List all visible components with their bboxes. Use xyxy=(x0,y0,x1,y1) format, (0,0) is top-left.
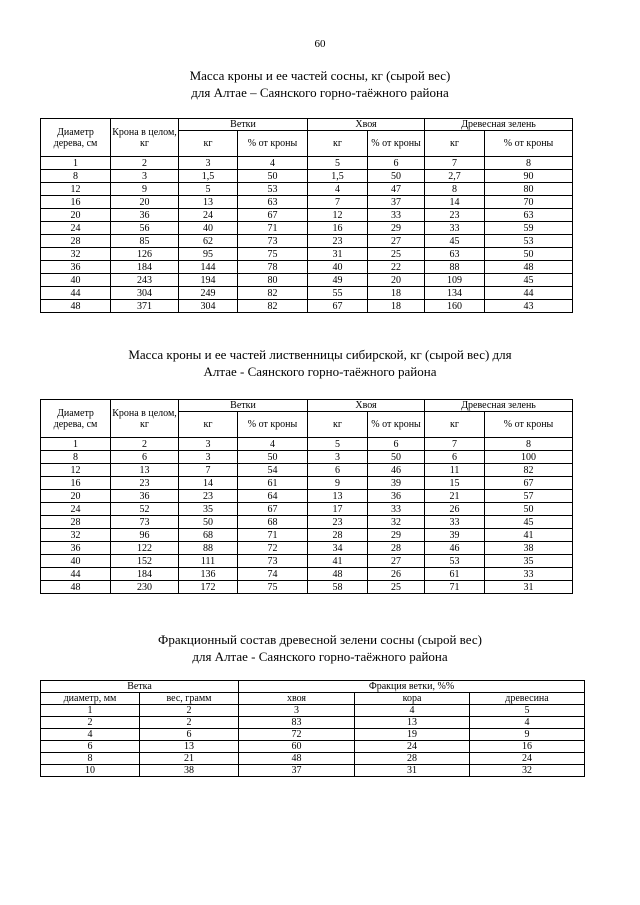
table-cell: 55 xyxy=(308,287,368,300)
header-needles: Хвоя xyxy=(308,400,425,412)
table-cell: 8 xyxy=(425,183,485,196)
table-cell: 48 xyxy=(239,753,355,765)
table-cell: 6 xyxy=(425,451,485,464)
table-cell: 13 xyxy=(308,490,368,503)
table-cell: 27 xyxy=(368,555,425,568)
table-row xyxy=(41,741,585,753)
table-row xyxy=(41,235,573,248)
table-cell: 18 xyxy=(368,300,425,313)
table-cell: 9 xyxy=(308,477,368,490)
table-cell: 1 xyxy=(41,705,140,717)
table-cell: 4 xyxy=(41,729,140,741)
fraction-composition-table xyxy=(40,680,585,777)
header-bark: кора xyxy=(355,693,470,705)
fraction-table-body xyxy=(41,705,585,777)
table-cell: 2,7 xyxy=(425,170,485,183)
header-branches-pct: % от кроны xyxy=(238,131,308,157)
table-cell: 61 xyxy=(425,568,485,581)
table-cell: 28 xyxy=(308,529,368,542)
table-cell: 73 xyxy=(238,235,308,248)
table-cell: 63 xyxy=(425,248,485,261)
table-cell: 96 xyxy=(111,529,179,542)
table-cell: 3 xyxy=(111,170,179,183)
table-cell: 48 xyxy=(308,568,368,581)
table-cell: 32 xyxy=(41,529,111,542)
table-cell: 14 xyxy=(179,477,238,490)
table-cell: 25 xyxy=(368,248,425,261)
table-row xyxy=(41,765,585,777)
table1-title xyxy=(0,67,640,101)
header-green-pct: % от кроны xyxy=(485,412,573,438)
table-cell: 5 xyxy=(179,183,238,196)
table-cell: 304 xyxy=(111,287,179,300)
header-diameter-mm: диаметр, мм xyxy=(41,693,140,705)
table-cell: 72 xyxy=(238,542,308,555)
table-cell: 7 xyxy=(425,157,485,170)
table-cell: 32 xyxy=(368,516,425,529)
table-cell: 49 xyxy=(308,274,368,287)
table-row xyxy=(41,503,573,516)
table-cell: 78 xyxy=(238,261,308,274)
table-cell: 31 xyxy=(485,581,573,594)
pine-crown-mass-table xyxy=(40,118,573,313)
table-cell: 6 xyxy=(368,157,425,170)
table-cell: 2 xyxy=(140,717,239,729)
table-row xyxy=(41,529,573,542)
table-cell: 36 xyxy=(41,542,111,555)
table-row xyxy=(41,300,573,313)
table-cell: 47 xyxy=(368,183,425,196)
table-cell: 243 xyxy=(111,274,179,287)
table-row xyxy=(41,196,573,209)
table-cell: 67 xyxy=(308,300,368,313)
table-cell: 50 xyxy=(179,516,238,529)
table-cell: 38 xyxy=(485,542,573,555)
table-cell: 21 xyxy=(140,753,239,765)
table-cell: 80 xyxy=(485,183,573,196)
table-cell: 12 xyxy=(41,464,111,477)
table-cell: 34 xyxy=(308,542,368,555)
header-crown-total: Крона в целом, кг xyxy=(111,400,179,438)
table-cell: 4 xyxy=(238,438,308,451)
table-cell: 6 xyxy=(140,729,239,741)
table-cell: 6 xyxy=(111,451,179,464)
table-cell: 24 xyxy=(355,741,470,753)
table-row xyxy=(41,222,573,235)
table-cell: 9 xyxy=(470,729,585,741)
header-branches-kg: кг xyxy=(179,412,238,438)
table-cell: 36 xyxy=(41,261,111,274)
table-cell: 50 xyxy=(485,503,573,516)
table-cell: 24 xyxy=(41,503,111,516)
table-cell: 1 xyxy=(41,438,111,451)
table-cell: 6 xyxy=(308,464,368,477)
header-diameter: Диаметр дерева, см xyxy=(41,119,111,157)
column-number-row xyxy=(41,705,585,717)
table-cell: 28 xyxy=(41,235,111,248)
larch-table-body xyxy=(41,438,573,594)
table-cell: 3 xyxy=(179,438,238,451)
table-cell: 136 xyxy=(179,568,238,581)
table-cell: 36 xyxy=(111,209,179,222)
table-cell: 36 xyxy=(368,490,425,503)
table-cell: 27 xyxy=(368,235,425,248)
table-row xyxy=(41,490,573,503)
table-cell: 28 xyxy=(355,753,470,765)
table-cell: 160 xyxy=(425,300,485,313)
table-cell: 33 xyxy=(368,503,425,516)
table-cell: 37 xyxy=(239,765,355,777)
table-cell: 40 xyxy=(41,555,111,568)
table-cell: 35 xyxy=(485,555,573,568)
table-row xyxy=(41,477,573,490)
table-cell: 4 xyxy=(470,717,585,729)
table-cell: 29 xyxy=(368,529,425,542)
table-row xyxy=(41,516,573,529)
table-cell: 40 xyxy=(308,261,368,274)
table-row xyxy=(41,568,573,581)
table-cell: 26 xyxy=(425,503,485,516)
table-cell: 67 xyxy=(238,209,308,222)
header-crown-total: Крона в целом, кг xyxy=(111,119,179,157)
table-cell: 3 xyxy=(308,451,368,464)
table-cell: 23 xyxy=(308,235,368,248)
table-cell: 50 xyxy=(238,451,308,464)
table-cell: 20 xyxy=(111,196,179,209)
header-green: Древесная зелень xyxy=(425,400,573,412)
table-cell: 230 xyxy=(111,581,179,594)
table-cell: 5 xyxy=(308,438,368,451)
table-cell: 152 xyxy=(111,555,179,568)
table-cell: 12 xyxy=(308,209,368,222)
table-cell: 50 xyxy=(368,170,425,183)
table-cell: 32 xyxy=(470,765,585,777)
table-cell: 33 xyxy=(425,516,485,529)
table-cell: 1 xyxy=(41,157,111,170)
page-number: 60 xyxy=(314,38,326,50)
table-cell: 48 xyxy=(485,261,573,274)
table-cell: 48 xyxy=(41,300,111,313)
table-cell: 184 xyxy=(111,568,179,581)
table-row xyxy=(41,274,573,287)
table-cell: 72 xyxy=(239,729,355,741)
table-cell: 56 xyxy=(111,222,179,235)
table-cell: 90 xyxy=(485,170,573,183)
header-weight-g: вес, грамм xyxy=(140,693,239,705)
table-row xyxy=(41,451,573,464)
table-cell: 29 xyxy=(368,222,425,235)
table-row xyxy=(41,581,573,594)
header-branches-pct: % от кроны xyxy=(238,412,308,438)
table-cell: 33 xyxy=(425,222,485,235)
table-cell: 1,5 xyxy=(179,170,238,183)
table-row xyxy=(41,248,573,261)
table-cell: 144 xyxy=(179,261,238,274)
table-cell: 58 xyxy=(308,581,368,594)
table-cell: 46 xyxy=(425,542,485,555)
table-cell: 40 xyxy=(179,222,238,235)
table-cell: 39 xyxy=(368,477,425,490)
table-cell: 304 xyxy=(179,300,238,313)
table-cell: 14 xyxy=(425,196,485,209)
header-needles-kg: кг xyxy=(308,412,368,438)
table-cell: 13 xyxy=(179,196,238,209)
table-cell: 43 xyxy=(485,300,573,313)
table-cell: 37 xyxy=(368,196,425,209)
header-fraction: Фракция ветки, %% xyxy=(239,681,585,693)
table-cell: 35 xyxy=(179,503,238,516)
table-cell: 71 xyxy=(425,581,485,594)
table-cell: 80 xyxy=(238,274,308,287)
table-cell: 38 xyxy=(140,765,239,777)
table-cell: 28 xyxy=(41,516,111,529)
header-green: Древесная зелень xyxy=(425,119,573,131)
table-cell: 371 xyxy=(111,300,179,313)
table-cell: 122 xyxy=(111,542,179,555)
header-branches-kg: кг xyxy=(179,131,238,157)
table-cell: 13 xyxy=(355,717,470,729)
table-cell: 44 xyxy=(41,568,111,581)
table-cell: 16 xyxy=(41,196,111,209)
table-cell: 134 xyxy=(425,287,485,300)
table-cell: 4 xyxy=(238,157,308,170)
table-row xyxy=(41,464,573,477)
table1-title-line2: для Алтае – Саянского горно-таёжного района xyxy=(191,85,449,100)
header-needles-pct: % от кроны xyxy=(368,412,425,438)
table-cell: 41 xyxy=(485,529,573,542)
table-cell: 28 xyxy=(368,542,425,555)
table-cell: 8 xyxy=(485,157,573,170)
table-cell: 7 xyxy=(425,438,485,451)
table-cell: 8 xyxy=(485,438,573,451)
table-cell: 20 xyxy=(41,490,111,503)
table-cell: 82 xyxy=(238,300,308,313)
table-cell: 3 xyxy=(239,705,355,717)
table-cell: 2 xyxy=(111,438,179,451)
header-green-pct: % от кроны xyxy=(485,131,573,157)
table-cell: 73 xyxy=(111,516,179,529)
table-cell: 1,5 xyxy=(308,170,368,183)
table-cell: 8 xyxy=(41,451,111,464)
larch-crown-mass-table xyxy=(40,399,573,594)
table-row xyxy=(41,717,585,729)
table-cell: 75 xyxy=(238,248,308,261)
table-cell: 50 xyxy=(368,451,425,464)
table-cell: 88 xyxy=(179,542,238,555)
header-needles-pct: % от кроны xyxy=(368,131,425,157)
table-cell: 53 xyxy=(425,555,485,568)
table-cell: 6 xyxy=(41,741,140,753)
table-cell: 45 xyxy=(485,274,573,287)
table-cell: 32 xyxy=(41,248,111,261)
table-cell: 20 xyxy=(41,209,111,222)
header-needles: Хвоя xyxy=(308,119,425,131)
table-row xyxy=(41,183,573,196)
table-cell: 23 xyxy=(179,490,238,503)
table-cell: 82 xyxy=(238,287,308,300)
column-number-row xyxy=(41,157,573,170)
header-needles-kg: кг xyxy=(308,131,368,157)
table-cell: 2 xyxy=(41,717,140,729)
table-cell: 70 xyxy=(485,196,573,209)
table-row xyxy=(41,170,573,183)
table-cell: 31 xyxy=(308,248,368,261)
table-cell: 31 xyxy=(355,765,470,777)
table-cell: 24 xyxy=(179,209,238,222)
table3-title xyxy=(0,631,640,665)
pine-table-body xyxy=(41,157,573,313)
header-green-kg: кг xyxy=(425,412,485,438)
table-cell: 23 xyxy=(308,516,368,529)
table-row xyxy=(41,209,573,222)
table-cell: 24 xyxy=(470,753,585,765)
table-cell: 41 xyxy=(308,555,368,568)
table-cell: 62 xyxy=(179,235,238,248)
table-cell: 4 xyxy=(308,183,368,196)
table-cell: 46 xyxy=(368,464,425,477)
table-cell: 63 xyxy=(238,196,308,209)
table1-title-line1: Масса кроны и ее частей сосны, кг (сырой вес) xyxy=(189,68,451,83)
table-cell: 64 xyxy=(238,490,308,503)
table-cell: 20 xyxy=(368,274,425,287)
table-row xyxy=(41,555,573,568)
table-cell: 16 xyxy=(470,741,585,753)
table-cell: 88 xyxy=(425,261,485,274)
table-cell: 33 xyxy=(485,568,573,581)
table-cell: 68 xyxy=(238,516,308,529)
table-cell: 83 xyxy=(239,717,355,729)
table-cell: 71 xyxy=(238,222,308,235)
table-cell: 59 xyxy=(485,222,573,235)
table-row xyxy=(41,753,585,765)
table-cell: 8 xyxy=(41,170,111,183)
header-branches: Ветки xyxy=(179,119,308,131)
table-cell: 25 xyxy=(368,581,425,594)
table-cell: 44 xyxy=(485,287,573,300)
table-cell: 45 xyxy=(485,516,573,529)
table-cell: 111 xyxy=(179,555,238,568)
table-cell: 126 xyxy=(111,248,179,261)
header-green-kg: кг xyxy=(425,131,485,157)
header-diameter: Диаметр дерева, см xyxy=(41,400,111,438)
table-cell: 82 xyxy=(485,464,573,477)
table-cell: 5 xyxy=(308,157,368,170)
table-cell: 16 xyxy=(308,222,368,235)
table-cell: 13 xyxy=(140,741,239,753)
table3-title-line2: для Алтае - Саянского горно-таёжного района xyxy=(192,649,448,664)
table-cell: 109 xyxy=(425,274,485,287)
table-cell: 3 xyxy=(179,157,238,170)
table-cell: 61 xyxy=(238,477,308,490)
table-cell: 48 xyxy=(41,581,111,594)
table-cell: 15 xyxy=(425,477,485,490)
table2-title-line1: Масса кроны и ее частей лиственницы сибирской, кг (сырой вес) для xyxy=(128,347,512,362)
table-cell: 67 xyxy=(485,477,573,490)
table-cell: 100 xyxy=(485,451,573,464)
table-cell: 7 xyxy=(179,464,238,477)
table-row xyxy=(41,261,573,274)
table-cell: 57 xyxy=(485,490,573,503)
table-cell: 54 xyxy=(238,464,308,477)
table2-title-line2: Алтае - Саянского горно-таёжного района xyxy=(203,364,437,379)
table-cell: 11 xyxy=(425,464,485,477)
table-row xyxy=(41,729,585,741)
table-cell: 2 xyxy=(111,157,179,170)
table-cell: 184 xyxy=(111,261,179,274)
header-wood: древесина xyxy=(470,693,585,705)
header-branches: Ветки xyxy=(179,400,308,412)
table-cell: 6 xyxy=(368,438,425,451)
table-cell: 8 xyxy=(41,753,140,765)
table-cell: 68 xyxy=(179,529,238,542)
table-cell: 52 xyxy=(111,503,179,516)
table-cell: 44 xyxy=(41,287,111,300)
table-cell: 2 xyxy=(140,705,239,717)
table-cell: 67 xyxy=(238,503,308,516)
table-cell: 10 xyxy=(41,765,140,777)
table-cell: 4 xyxy=(355,705,470,717)
table-cell: 24 xyxy=(41,222,111,235)
column-number-row xyxy=(41,438,573,451)
table-cell: 45 xyxy=(425,235,485,248)
table-cell: 39 xyxy=(425,529,485,542)
table-cell: 40 xyxy=(41,274,111,287)
table2-title xyxy=(0,346,640,380)
table-cell: 23 xyxy=(425,209,485,222)
table-row xyxy=(41,542,573,555)
table-cell: 16 xyxy=(41,477,111,490)
table-cell: 9 xyxy=(111,183,179,196)
table-cell: 18 xyxy=(368,287,425,300)
table-cell: 17 xyxy=(308,503,368,516)
table-cell: 26 xyxy=(368,568,425,581)
table-cell: 74 xyxy=(238,568,308,581)
table-cell: 50 xyxy=(485,248,573,261)
table-cell: 85 xyxy=(111,235,179,248)
table-cell: 23 xyxy=(111,477,179,490)
table-cell: 75 xyxy=(238,581,308,594)
table-cell: 63 xyxy=(485,209,573,222)
table-cell: 53 xyxy=(485,235,573,248)
table-cell: 60 xyxy=(239,741,355,753)
table-cell: 249 xyxy=(179,287,238,300)
table-cell: 21 xyxy=(425,490,485,503)
table-cell: 95 xyxy=(179,248,238,261)
table-cell: 3 xyxy=(179,451,238,464)
table-cell: 12 xyxy=(41,183,111,196)
table-cell: 71 xyxy=(238,529,308,542)
table-cell: 53 xyxy=(238,183,308,196)
table-cell: 73 xyxy=(238,555,308,568)
table-cell: 13 xyxy=(111,464,179,477)
table-cell: 22 xyxy=(368,261,425,274)
table-cell: 7 xyxy=(308,196,368,209)
table-row xyxy=(41,287,573,300)
table-cell: 194 xyxy=(179,274,238,287)
table-cell: 172 xyxy=(179,581,238,594)
table3-title-line1: Фракционный состав древесной зелени сосны (сырой вес) xyxy=(158,632,482,647)
table-cell: 19 xyxy=(355,729,470,741)
table-cell: 36 xyxy=(111,490,179,503)
header-needles: хвоя xyxy=(239,693,355,705)
header-branch: Ветка xyxy=(41,681,239,693)
table-cell: 5 xyxy=(470,705,585,717)
table-cell: 50 xyxy=(238,170,308,183)
table-cell: 33 xyxy=(368,209,425,222)
